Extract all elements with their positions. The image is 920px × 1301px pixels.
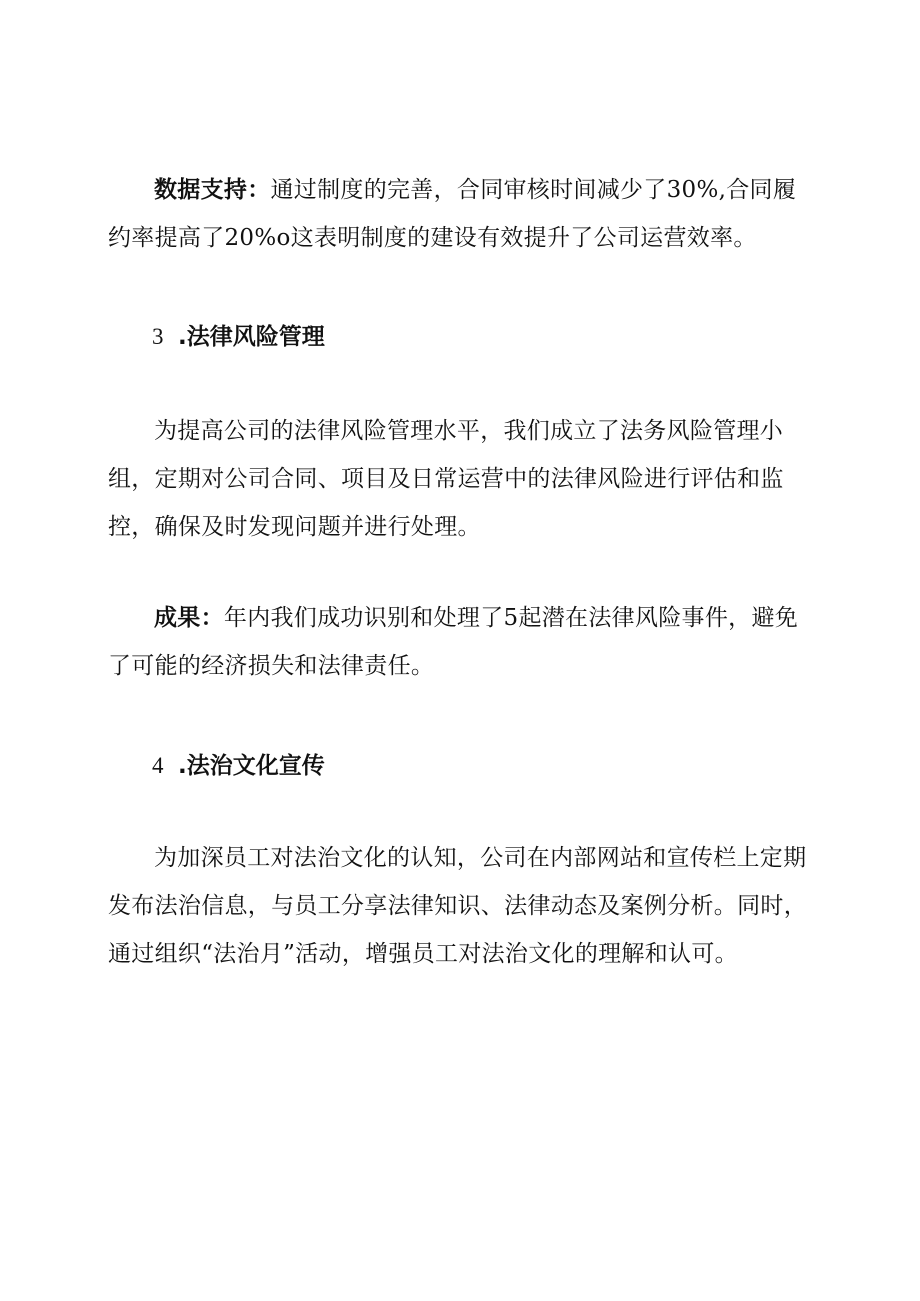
paragraph-text: 为提高公司的法律风险管理水平，我们成立了法务风险管理小组，定期对公司合同、项目及日常运营中的法律风险进行评估和监控，确保及时发现问题并进行处理。 xyxy=(108,418,784,540)
paragraph-data-support xyxy=(108,166,808,262)
section-number: 3 xyxy=(152,324,164,349)
section-heading-4 xyxy=(152,746,325,786)
paragraph-lead-label: 成果： xyxy=(154,605,224,631)
section-title: .法治文化宣传 xyxy=(178,753,325,779)
section-heading-3 xyxy=(152,317,325,357)
paragraph-lead-label: 数据支持： xyxy=(154,177,271,203)
section-number: 4 xyxy=(152,753,164,778)
paragraph-text: 通过制度的完善，合同审核时间减少了30%,合同履约率提高了20%o这表明制度的建设有效提升了公司运营效率。 xyxy=(108,177,797,251)
paragraph-results xyxy=(108,594,808,690)
paragraph-rule-of-law-culture xyxy=(108,834,808,978)
paragraph-legal-risk xyxy=(108,407,808,551)
paragraph-text: 为加深员工对法治文化的认知，公司在内部网站和宣传栏上定期发布法治信息，与员工分享法律知识、法律动态及案例分析。同时，通过组织“法治月”活动，增强员工对法治文化的理解和认可。 xyxy=(108,845,807,967)
section-title: .法律风险管理 xyxy=(178,324,325,350)
paragraph-text: 年内我们成功识别和处理了5起潜在法律风险事件，避免了可能的经济损失和法律责任。 xyxy=(108,605,799,679)
